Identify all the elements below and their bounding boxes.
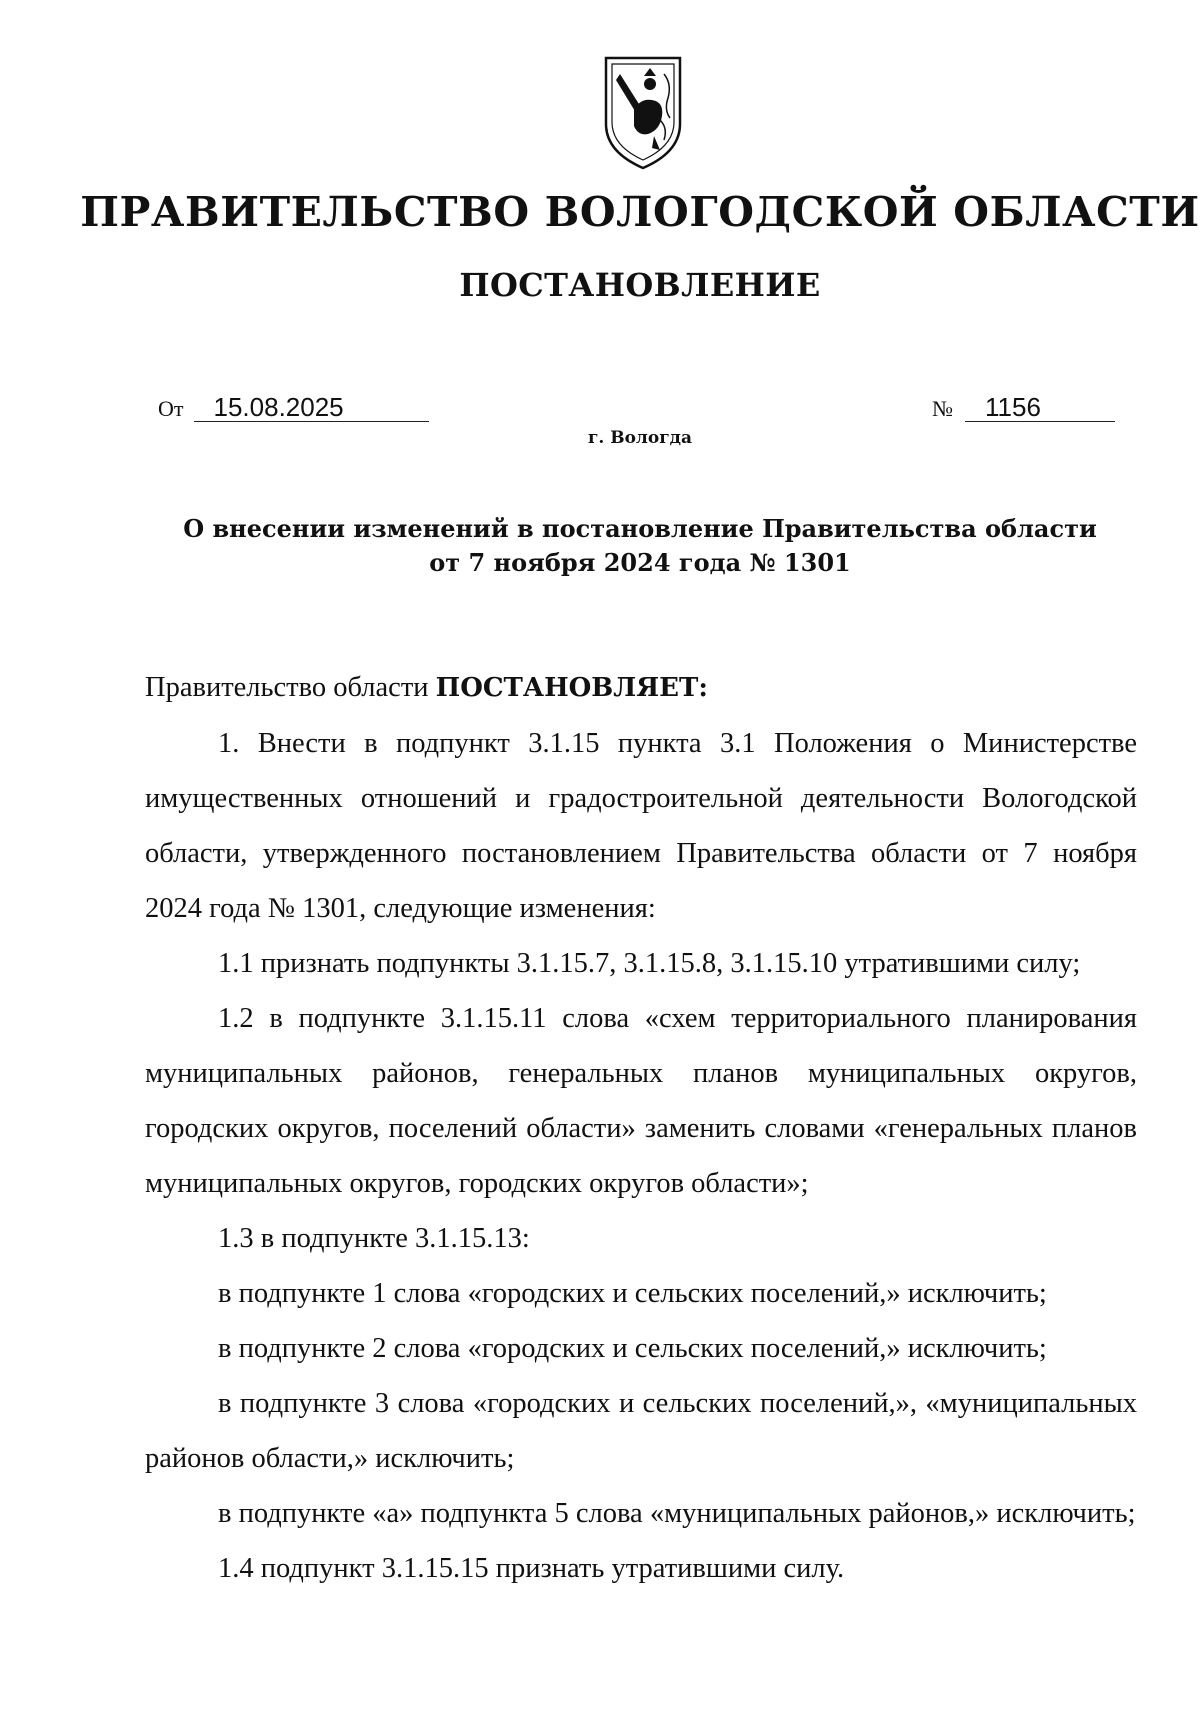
document-number: 1156 (965, 393, 1115, 422)
preamble-text: Правительство области (145, 672, 429, 703)
title-line: от 7 ноября 2024 года № 1301 (429, 548, 851, 577)
body-paragraph: в подпункте 1 слова «городских и сельских поселений,» исключить; (218, 1278, 1047, 1309)
title-line: О внесении изменений в постановление Правительства области (183, 514, 1097, 543)
preamble (145, 660, 1137, 716)
vologda-coat-of-arms-icon (598, 54, 688, 172)
body-paragraph: 1.1 признать подпункты 3.1.15.7, 3.1.15.8, 3.1.15.10 утратившими силу; (218, 948, 1081, 979)
body-paragraph: 1.4 подпункт 3.1.15.15 признать утратившими силу. (218, 1553, 845, 1584)
document-title (140, 512, 1140, 580)
preamble-decree: ПОСТАНОВЛЯЕТ: (435, 673, 708, 703)
document-body (145, 660, 1137, 1596)
body-paragraph: 1.3 в подпункте 3.1.15.13: (218, 1223, 530, 1254)
document-date: 15.08.2025 (194, 393, 429, 422)
body-paragraph: в подпункте 3 слова «городских и сельских поселений,», «муниципальных районов области,» исключить; (145, 1388, 1137, 1474)
body-paragraph: в подпункте 2 слова «городских и сельских поселений,» исключить; (218, 1333, 1047, 1364)
document-type: ПОСТАНОВЛЕНИЕ (459, 266, 821, 304)
number-label: № (932, 396, 953, 421)
body-paragraph: 1. Внести в подпункт 3.1.15 пункта 3.1 Положения о Министерстве имущественных отношений и градостроительной деятельности Вологодской области, утвержденного постановлением Правительства области от 7 ноября 2024 года № 1301, следующие изменения: (145, 728, 1137, 924)
date-label: От (158, 396, 184, 421)
body-paragraph: в подпункте «а» подпункта 5 слова «муниципальных районов,» исключить; (218, 1498, 1136, 1529)
date-field (158, 393, 429, 422)
government-name: ПРАВИТЕЛЬСТВО ВОЛОГОДСКОЙ ОБЛАСТИ (80, 188, 1200, 236)
city: г. Вологда (587, 428, 693, 448)
body-paragraph: 1.2 в подпункте 3.1.15.11 слова «схем территориального планирования муниципальных районов, генеральных планов муниципальных округов, городских округов, поселений области» заменить словами «генеральных планов муниципальных округов, городских округов области»; (145, 1003, 1137, 1199)
number-field (932, 393, 1115, 422)
